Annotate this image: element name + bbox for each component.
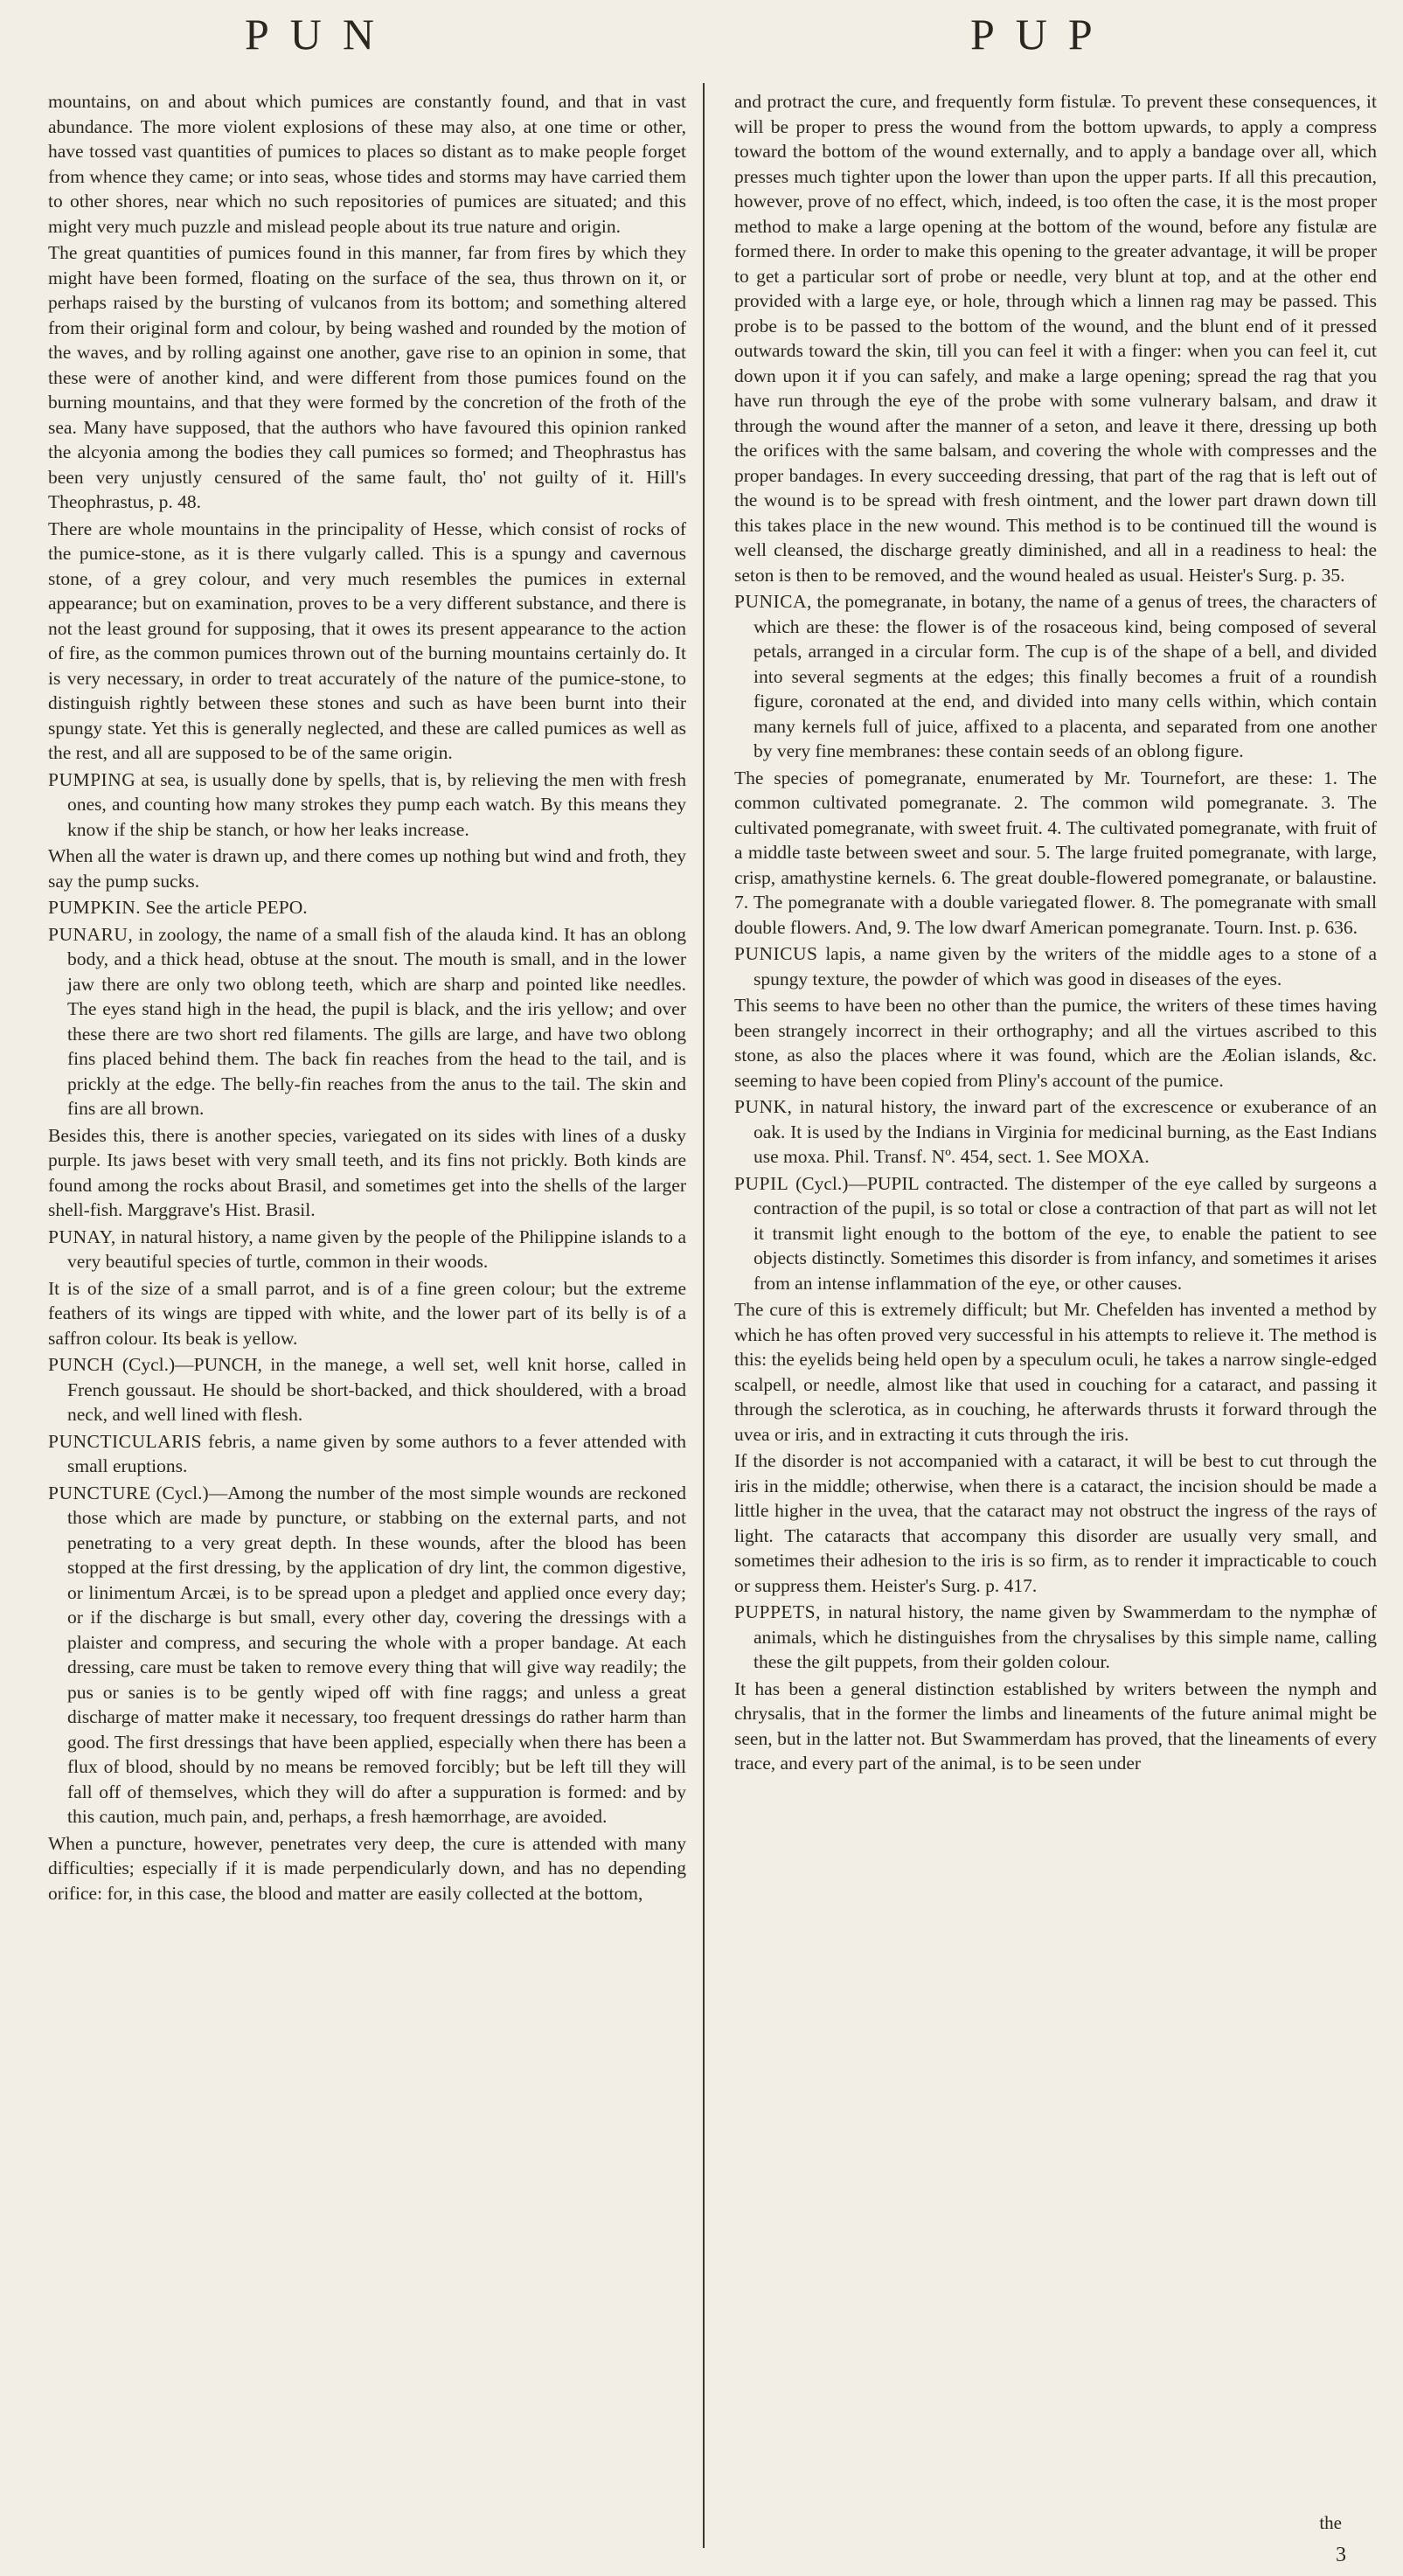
entry-punaru [48,922,686,1121]
entry-text: lapis, a name given by the writers of the middle ages to a stone of a spungy texture, the powder of which was good in diseases of the eyes. [754,943,1377,989]
paragraph: The species of pomegranate, enumerated by Mr. Tournefort, are these: 1. The common cultivated pomegranate. 2. The common wild pomegranate. 3. The cultivated pomegranate, with sweet fruit. 4. The cultivated pomegranate, with fruit of a middle taste between sweet and sour. 5. The large fruited pomegranate, with large, crisp, amathystine kernels. 6. The great double-flowered pomegranate, or balaustine. 7. The pomegranate with a double variegated flower. 8. The pomegranate with small double flowers. And, 9. The low dwarf American pomegranate. Tourn. Inst. p. 636. [734,767,1377,938]
entry-puncticularis [48,1429,686,1479]
entry-text: (Cycl.)—Among the number of the most simple wounds are reckoned those which are made by puncture, or stabbing on the external parts, and not penetrating to a very great depth. In these wounds, after the blood has been stopped at the first dressing, by the application of dry lint, the common digestive, or linimentum Arcæi, is to be spread upon a pledget and applied once every day; or if the discharge is but small, every other day, covering the dressings with a plaister and compress, and securing the whole with a proper bandage. At each dressing, care must be taken to remove every thing that will give way readily; the pus or sanies is to be gently wiped off with fine raggs; and unless a great discharge of matter make it necessary, too frequent dressings do rather harm than good. The first dressings that have been applied, especially when there has been a flux of blood, should by no means be removed forcibly; but be left till they will fall off of themselves, which they will do after a suppuration is formed: and by this caution, much pain, and, perhaps, a fresh hæmorrhage, are avoided. [67,1482,686,1827]
entry-text: in natural history, a name given by the people of the Philippine islands to a very beautiful species of turtle, common in their woods. [67,1226,687,1272]
headword: PUNCH [48,1354,115,1375]
paragraph: This seems to have been no other than the pumice, the writers of these times having been strangely incorrect in their orthography; and all the virtues ascribed to this stone, as also the places where it was found, which are the Æolian islands, &c. seeming to have been copied from Pliny's account of the pumice. [734,995,1377,1091]
entry-text: the pomegranate, in botany, the name of a genus of trees, the characters of which are these: the flower is of the rosaceous kind, being composed of several petals, arranged in a circular form. The cup is of the shape of a bell, and divided into several segments at the edges; this finally becomes a fruit of a roundish figure, coronated at the end, and divided into many cells within, which contain many kernels full of juice, affixed to a placenta, and separated from one another by very fine membranes: these contain seeds of an oblong figure. [754,591,1378,761]
headword: PUNK, [734,1096,793,1117]
entry-text: in natural history, the name given by Swammerdam to the nymphæ of animals, which he distinguishes from the chrysalises by this simple name, calling these the gilt puppets, from their golden colour. [754,1601,1377,1672]
running-head-right: PUP [970,10,1114,59]
headword: PUNCTURE [48,1482,151,1503]
headword: PUNICA, [734,591,812,612]
right-column [734,89,1377,1778]
paragraph: If the disorder is not accompanied with a cataract, it will be best to cut through the iris in the middle; otherwise, when there is a cataract, the incision should be made a little higher in the uvea, that the cataract may not obstruct the ingress of the rays of light. The cataracts that accompany this disorder are usually very small, and sometimes their adhesion to the iris is so firm, as to render it impracticable to couch or suppress them. Heister's Surg. p. 417. [734,1450,1377,1596]
paragraph: mountains, on and about which pumices are constantly found, and that in vast abundance. The more violent explosions of these may also, at one time or other, have tossed vast quantities of pumices to places so distant as to make people forget from whence they came; or into seas, whose tides and storms may have carried them to other shores, near which no such repositories of pumices are situated; and this might very much puzzle and mislead people about its true nature and origin. [48,91,686,237]
column-divider [703,83,705,2548]
headword: PUNARU, [48,923,134,945]
headword: PUMPKIN. [48,897,142,918]
entry-pumpkin [48,895,686,920]
entry-puncture [48,1481,686,1830]
catchword: the [1319,2512,1342,2533]
entry-text: (Cycl.)—PUPIL contracted. The distemper of the eye called by surgeons a contraction of the pupil, is so total or close a contraction of that part as will not let it transmit light enough to the bottom of the eye, to enable the patient to see objects distinctly. Sometimes this disorder is from infancy, and sometimes it arises from an intense inflammation of the eye, or other causes. [754,1172,1378,1294]
page-number: 3 [1336,2544,1346,2566]
entry-punch [48,1352,686,1427]
entry-punay [48,1225,686,1274]
entry-pupil [734,1171,1377,1296]
entry-punicus [734,941,1377,991]
entry-punk [734,1094,1377,1170]
paragraph: The cure of this is extremely difficult; but Mr. Chefelden has invented a method by which he has often proved very successful in his attempts to relieve it. The method is this: the eyelids being held open by a speculum oculi, he takes a narrow single-edged scalpell, or needle, almost like that used in couching for a cataract, and passing it through the sclerotica, as in couching, he afterwards thrusts it forward through the uvea or iris, and in extracting it cuts through the iris. [734,1299,1377,1445]
headword: PUPPETS, [734,1601,821,1622]
entry-punica [734,589,1377,764]
entry-text: See the article PEPO. [145,897,308,918]
paragraph: It has been a general distinction established by writers between the nymph and chrysalis, that in the former the limbs and lineaments of the future animal might be seen, but in the latter not. But Swammerdam has proved, that the lineaments of every trace, and every part of the animal, is to be seen under [734,1677,1377,1774]
headword: PUNCTICULARIS [48,1430,203,1452]
paragraph: When a puncture, however, penetrates very deep, the cure is attended with many difficulties; especially if it is made perpendicularly down, and has no depending orifice: for, in this case, the blood and matter are easily collected at the bottom, [48,1832,686,1904]
entry-puppets [734,1600,1377,1675]
entry-text: (Cycl.)—PUNCH, in the manege, a well set, well knit horse, called in French goussaut. He should be short-backed, and thick shouldered, with a broad neck, and well lined with flesh. [67,1354,686,1425]
paragraph: When all the water is drawn up, and there comes up nothing but wind and froth, they say the pump sucks. [48,845,686,892]
headword: PUNAY, [48,1226,116,1247]
running-head-left: PUN [245,10,396,59]
paragraph: Besides this, there is another species, variegated on its sides with lines of a dusky purple. Its jaws beset with very small teeth, and its fins not prickly. Both kinds are found among the rocks about Brasil, and sometimes get into the shells of the larger shell-fish. Marggrave's Hist. Brasil. [48,1124,686,1220]
entry-text: in natural history, the inward part of the excrescence or exuberance of an oak. It is used by the Indians in Virginia for medicinal burning, as the East Indians use moxa. Phil. Transf. Nº. 454, sect. 1. See MOXA. [754,1096,1378,1167]
paragraph: It is of the size of a small parrot, and is of a fine green colour; but the extreme feathers of its wings are tipped with white, and the lower part of its belly is of a saffron colour. Its beak is yellow. [48,1277,686,1349]
paragraph: There are whole mountains in the principality of Hesse, which consist of rocks of the pumice-stone, as it is there vulgarly called. This is a spungy and cavernous stone, of a grey colour, and very much resembles the pumices in external appearance; but on examination, proves to be a very different substance, and there is not the least ground for supposing, that it owes its present appearance to the action of fire, as the common pumices thrown out of the burning mountains certainly do. It is very necessary, in order to treat accurately of the nature of the pumice-stone, to distinguish rightly between these stones and such as have been burnt into their spungy state. Yet this is generally neglected, and these are called pumices as well as the rest, and all are supposed to be of the same origin. [48,517,686,763]
entry-text: at sea, is usually done by spells, that is, by relieving the men with fresh ones, and counting how many strokes they pump each watch. By this means they know if the ship be stanch, or how her leaks increase. [67,768,686,840]
headword: PUMPING [48,768,136,790]
left-column [48,89,686,1907]
entry-text: febris, a name given by some authors to a fever attended with small eruptions. [67,1430,687,1476]
paragraph: The great quantities of pumices found in this manner, far from fires by which they might have been formed, floating on the surface of the sea, thus thrown on it, or perhaps raised by the bursting of vulcanos from its bottom; and something altered from their original form and colour, by being washed and rounded by the motion of the waves, and by rolling against one another, gave rise to an opinion in some, that these were of another kind, and were different from those pumices found on the burning mountains, and that they were formed by the concretion of the froth of the sea. Many have supposed, that the authors who have favoured this opinion ranked the alcyonia among the bodies they call pumices so formed; and Theophrastus has been very unjustly censured of the same fault, tho' not guilty of it. Hill's Theophrastus, p. 48. [48,242,686,512]
headword: PUPIL [734,1172,789,1194]
entry-text: in zoology, the name of a small fish of the alauda kind. It has an oblong body, and a thick head, obtuse at the snout. The mouth is small, and in the lower jaw there are only two oblong teeth, which are sharp and pointed like needles. The eyes stand high in the head, the pupil is black, and the iris yellow; and over these there are two short red filaments. The gills are large, and have two oblong fins placed behind them. The back fin reaches from the head to the tail, and is prickly at the edge. The belly-fin reaches from the anus to the tail. The skin and fins are all brown. [67,923,686,1119]
entry-pumping [48,767,686,843]
headword: PUNICUS [734,943,818,964]
page-header [0,0,1403,87]
paragraph: and protract the cure, and frequently form fistulæ. To prevent these consequences, it will be proper to press the wound from the bottom upwards, to apply a compress toward the bottom of the wound externally, and to apply a bandage over all, which presses much tighter upon the lower than upon the upper parts. If all this precaution, however, prove of no effect, which, indeed, is too often the case, it is the most proper method to make a large opening at the bottom of the wound, before any fistulæ are formed there. In order to make this opening to the greater advantage, it will be proper to get a particular sort of probe or needle, very blunt at top, and at the other end provided with a large eye, or hole, through which a linnen rag may be passed. This probe is to be passed to the bottom of the wound, and the blunt end of it pressed outwards toward the skin, till you can feel it with a finger: when you can feel it, cut down upon it if you can safely, and make a large opening; spread the rag that you have run through the eye of the probe with some vulnerary balsam, and draw it through the wound after the manner of a seton, and leave it there, dressing up both the orifices with the same balsam, and covering the whole with compresses and the proper bandages. In every succeeding dressing, that part of the rag that is left out of the wound is to be spread with fresh ointment, and the lower part drawn down till this takes place in the new wound. This method is to be continued till the wound is well cleansed, the discharge greatly diminished, and all in a readiness to heal: the seton is then to be removed, and the wound healed as usual. Heister's Surg. p. 35. [734,91,1377,586]
